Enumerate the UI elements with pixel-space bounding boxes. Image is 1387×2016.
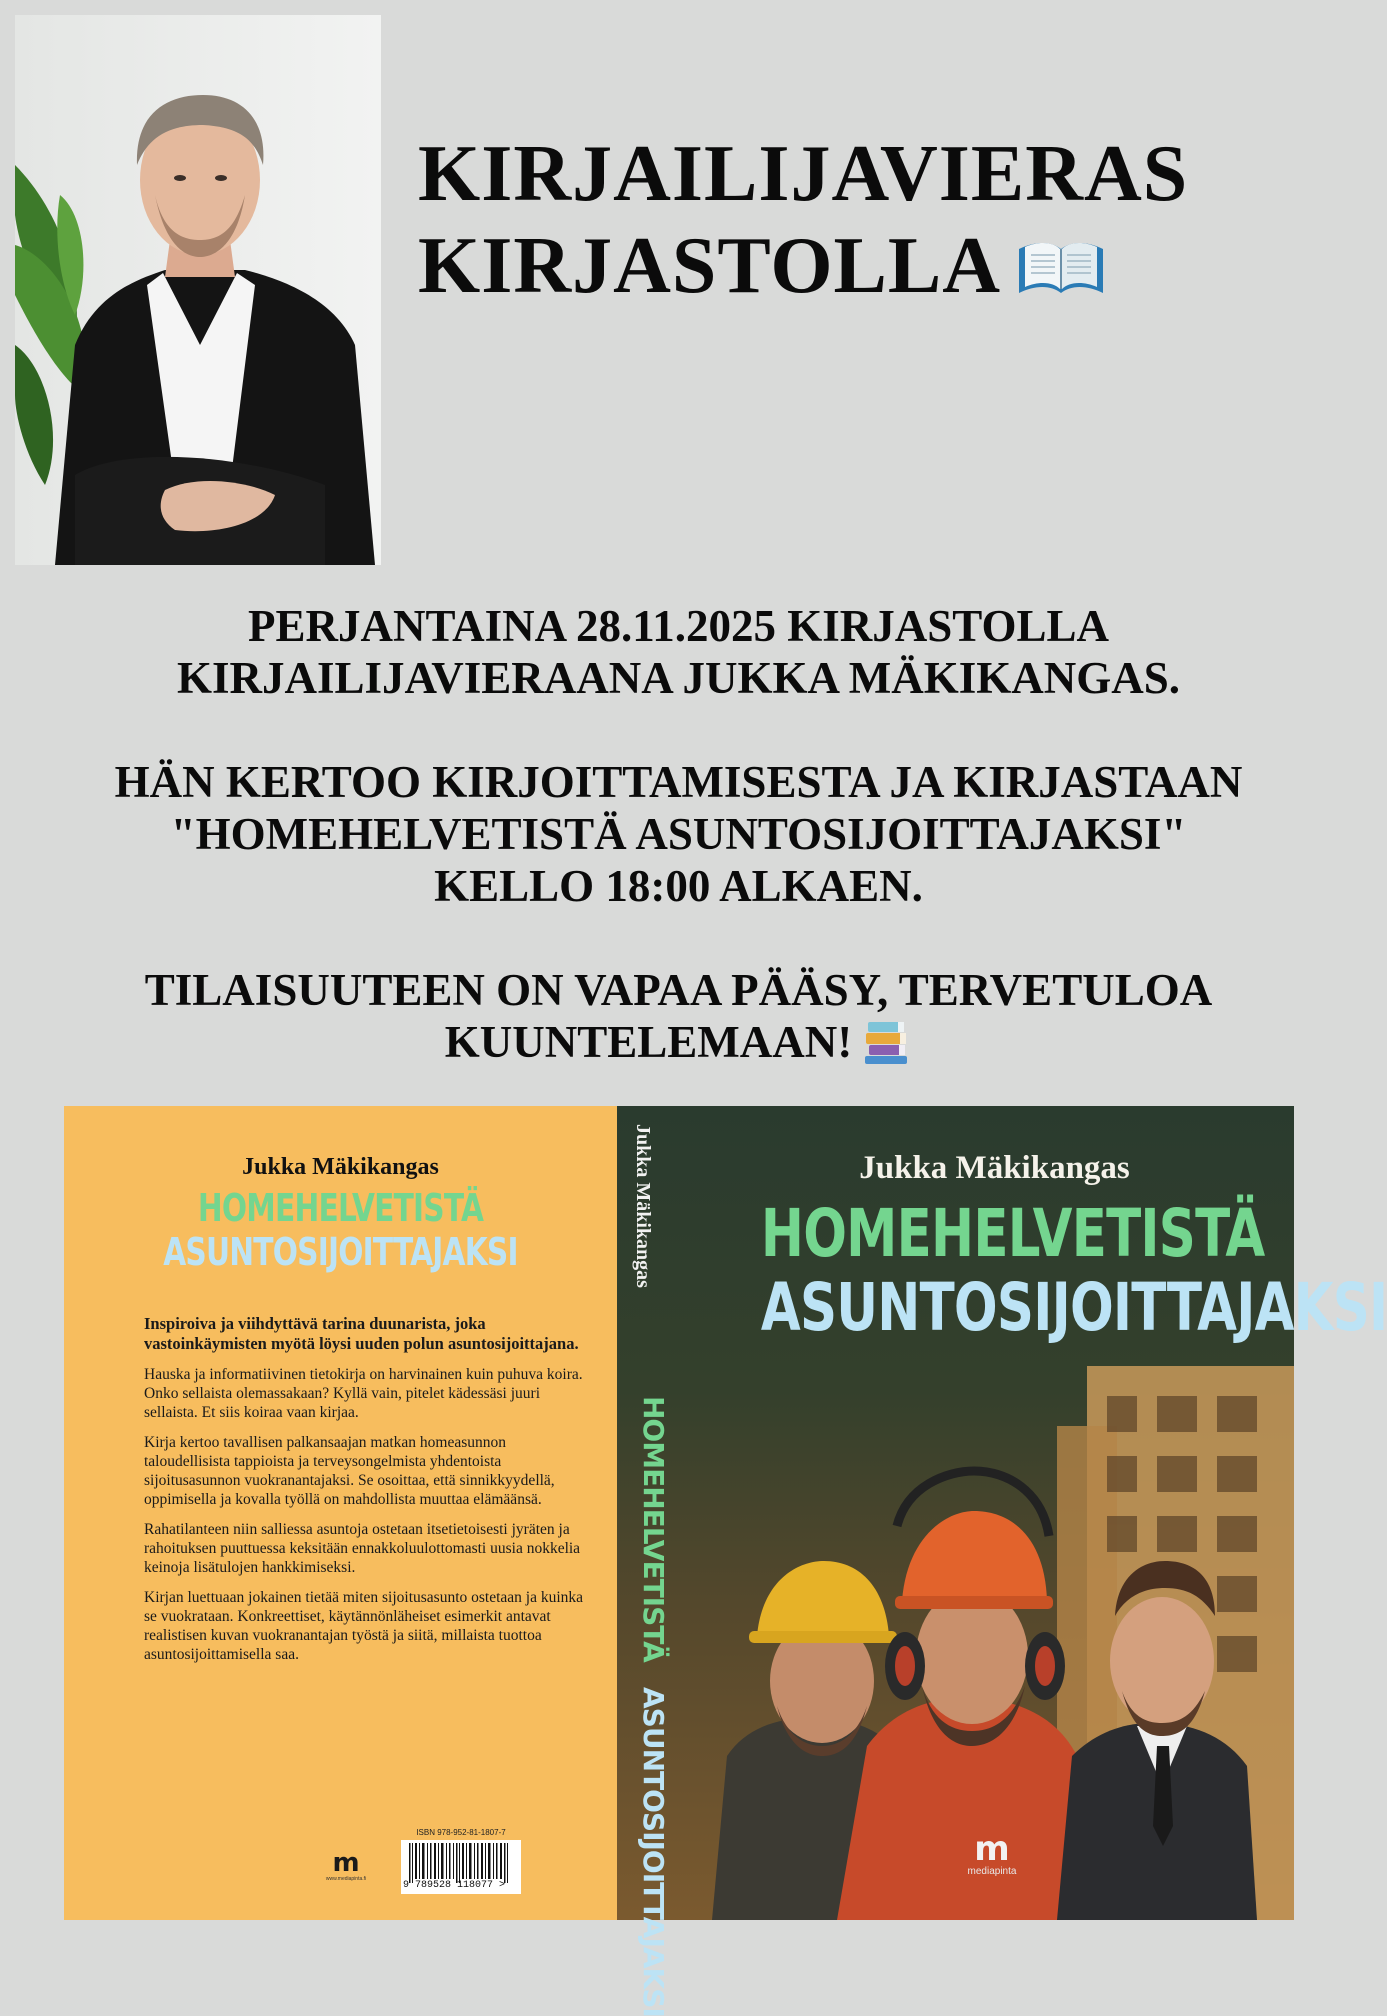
isbn-block (401, 1828, 521, 1894)
isbn-number: ISBN 978-952-81-1807-7 (416, 1828, 506, 1837)
publisher-url: www.mediapinta.fi (325, 1876, 367, 1882)
publisher-mark: m (332, 1848, 360, 1878)
front-publisher-logo (962, 1829, 1022, 1877)
announcement-line: HÄN KERTOO KIRJOITTAMISESTA JA KIRJASTAAN (114, 757, 1243, 807)
back-blurb (144, 1314, 584, 1675)
back-title-line-2: ASUNTOSIJOITTAJAKSI (163, 1230, 518, 1274)
announcement-line: KELLO 18:00 ALKAEN. (434, 861, 923, 911)
barcode-icon (401, 1840, 521, 1894)
front-title-line-1: HOMEHELVETISTÄ (760, 1195, 1265, 1272)
author-photo (15, 15, 381, 565)
spine-title-line-1: HOMEHELVETISTÄ (637, 1396, 670, 1662)
announcement-line-last (0, 1016, 1357, 1072)
front-title-line-2: ASUNTOSIJOITTAJAKSI (760, 1269, 1387, 1346)
announcement-line: PERJANTAINA 28.11.2025 KIRJASTOLLA (248, 601, 1109, 651)
spine-author-name: Jukka Mäkikangas (632, 1124, 654, 1288)
spine-title-line-2: ASUNTOSIJOITTAJAKSI (637, 1686, 670, 2016)
publisher-name: mediapinta (967, 1866, 1017, 1877)
barcode-digits: 9 789528 118077 > (403, 1880, 506, 1891)
blurb-paragraph: Hauska ja informatiivinen tietokirja on harvinainen kuin puhuva koira. Onko sellaista olemassakaan? Kyllä vain, pitelet kädessäsi juuri sellaista. Et siis koiraa vaan kirjaa. (144, 1366, 583, 1421)
announcement-line: KIRJAILIJAVIERAANA JUKKA MÄKIKANGAS. (176, 653, 1181, 703)
headline-line-1: KIRJAILIJAVIERAS (418, 130, 1189, 218)
front-author-name: Jukka Mäkikangas (859, 1150, 1130, 1186)
book-front-cover (617, 1106, 1387, 2016)
blurb-paragraph: Rahatilanteen niin salliessa asuntoja ostetaan itsetietoisesti jyräten ja rahoituksen puuttuessa keksitään ennakkoluulottomasti uusia nokkelia keinoja lisätulojen hankkimiseksi. (144, 1521, 581, 1576)
books-stack-icon (862, 1016, 912, 1066)
headline-line-2-text: KIRJASTOLLA (418, 222, 1002, 310)
blurb-paragraph: Kirja kertoo tavallisen palkansaajan matkan homeasunnon taloudellisista tappioista ja terveysongelmista yhdentoista sijoitusasunnon vuokranantajaksi. Se osoittaa, että sinnikkyydellä, oppimisella ja kovalla työllä on mahdollista muuttaa elämäänsä. (144, 1434, 555, 1508)
book-cover-spread (64, 1106, 1387, 2016)
spine-title (637, 1396, 670, 2016)
publisher-mark: m (974, 1829, 1010, 1869)
blurb-paragraph: Kirjan luettuaan jokainen tietää miten sijoitusasunto ostetaan ja kuinka se vuokrataan. Konkreettiset, käytännönläheiset esimerkit antavat realistisen kuvan vuokranantajan työstä ja siitä, millaista tuottoa asuntosijoittamisella saa. (144, 1589, 584, 1663)
open-book-icon (1015, 235, 1107, 301)
announcement-paragraph-topic (0, 756, 1357, 912)
back-author-name: Jukka Mäkikangas (242, 1154, 439, 1180)
announcement-text (0, 600, 1357, 1072)
blurb-lead: Inspiroiva ja viihdyttävä tarina duunarista, joka vastoinkäymisten myötä löysi uuden polun asuntosijoittajana. (144, 1314, 579, 1353)
author-portrait (15, 15, 381, 565)
event-headline (418, 128, 1318, 312)
book-spine (617, 1106, 695, 2016)
book-back-cover (64, 1106, 617, 1920)
announcement-line-text: KUUNTELEMAAN! (444, 1017, 853, 1067)
headline-line-2 (418, 220, 1318, 312)
announcement-paragraph-welcome (0, 964, 1357, 1072)
back-publisher-logo (316, 1850, 376, 1882)
announcement-paragraph-date (0, 600, 1357, 704)
announcement-line: "HOMEHELVETISTÄ ASUNTOSIJOITTAJAKSI" (170, 809, 1187, 859)
back-title-line-1: HOMEHELVETISTÄ (197, 1186, 484, 1230)
announcement-line: TILAISUUTEEN ON VAPAA PÄÄSY, TERVETULOA (144, 965, 1213, 1015)
